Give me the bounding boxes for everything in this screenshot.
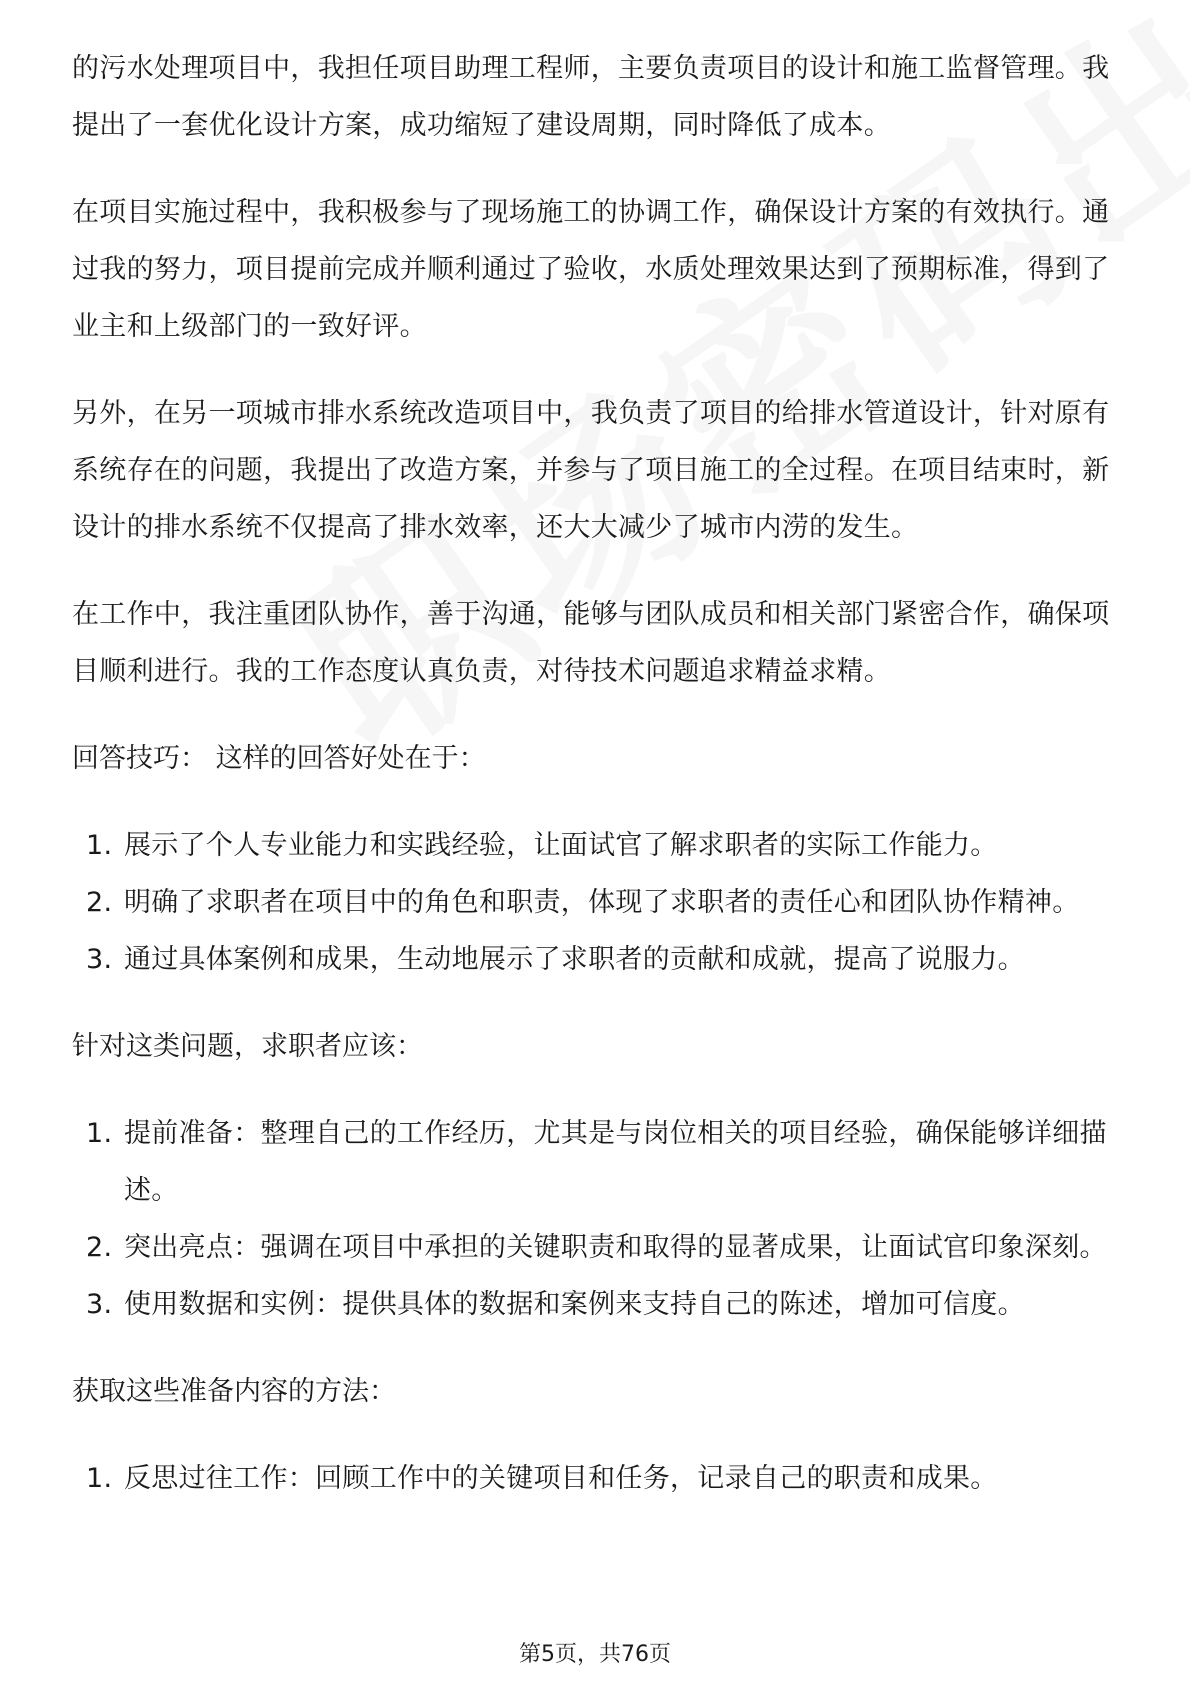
list-number: 1. — [86, 1118, 113, 1149]
list-item-text: 明确了求职者在项目中的角色和职责，体现了求职者的责任心和团队协作精神。 — [124, 887, 1080, 918]
list-item — [72, 931, 1122, 988]
list-item-text: 提前准备：整理自己的工作经历，尤其是与岗位相关的项目经验，确保能够详细描述。 — [124, 1118, 1107, 1206]
paragraph-1: 的污水处理项目中，我担任项目助理工程师，主要负责项目的设计和施工监督管理。我提出了一套优化设计方案，成功缩短了建设周期，同时降低了成本。 — [72, 53, 1110, 141]
list-item-text: 通过具体案例和成果，生动地展示了求职者的贡献和成就，提高了说服力。 — [124, 944, 1025, 975]
paragraph-3: 另外，在另一项城市排水系统改造项目中，我负责了项目的给排水管道设计，针对原有系统存在的问题，我提出了改造方案，并参与了项目施工的全过程。在项目结束时，新设计的排水系统不仅提高了排水效率，还大大减少了城市内涝的发生。 — [72, 398, 1110, 543]
document-content — [72, 40, 1122, 1537]
page-number: 第5页，共76页 — [519, 1642, 671, 1667]
list-number: 1. — [86, 830, 113, 861]
list-item — [72, 1276, 1122, 1333]
list-item-text: 突出亮点：强调在项目中承担的关键职责和取得的显著成果，让面试官印象深刻。 — [124, 1232, 1107, 1263]
list-item — [72, 1105, 1122, 1219]
list-item-text: 展示了个人专业能力和实践经验，让面试官了解求职者的实际工作能力。 — [124, 830, 998, 861]
list-item — [72, 874, 1122, 931]
list-item — [72, 1450, 1122, 1507]
list-number: 1. — [86, 1463, 113, 1494]
list-item-text: 使用数据和实例：提供具体的数据和案例来支持自己的陈述，增加可信度。 — [124, 1289, 1025, 1320]
list-item — [72, 817, 1122, 874]
list-number: 2. — [86, 887, 113, 918]
list-number: 2. — [86, 1232, 113, 1263]
list-number: 3. — [86, 1289, 113, 1320]
paragraph-2: 在项目实施过程中，我积极参与了现场施工的协调工作，确保设计方案的有效执行。通过我的努力，项目提前完成并顺利通过了验收，水质处理效果达到了预期标准，得到了业主和上级部门的一致好评。 — [72, 197, 1110, 342]
paragraph-4: 在工作中，我注重团队协作，善于沟通，能够与团队成员和相关部门紧密合作，确保项目顺利进行。我的工作态度认真负责，对待技术问题追求精益求精。 — [72, 599, 1110, 687]
advice-list — [72, 1105, 1122, 1333]
advice-heading: 针对这类问题，求职者应该： — [72, 1031, 423, 1062]
methods-list — [72, 1450, 1122, 1507]
methods-heading: 获取这些准备内容的方法： — [72, 1376, 396, 1407]
list-number: 3. — [86, 944, 113, 975]
list-item-text: 反思过往工作：回顾工作中的关键项目和任务，记录自己的职责和成果。 — [124, 1463, 998, 1494]
list-item — [72, 1219, 1122, 1276]
tips-heading: 回答技巧： 这样的回答好处在于： — [72, 743, 486, 774]
tips-list — [72, 817, 1122, 988]
